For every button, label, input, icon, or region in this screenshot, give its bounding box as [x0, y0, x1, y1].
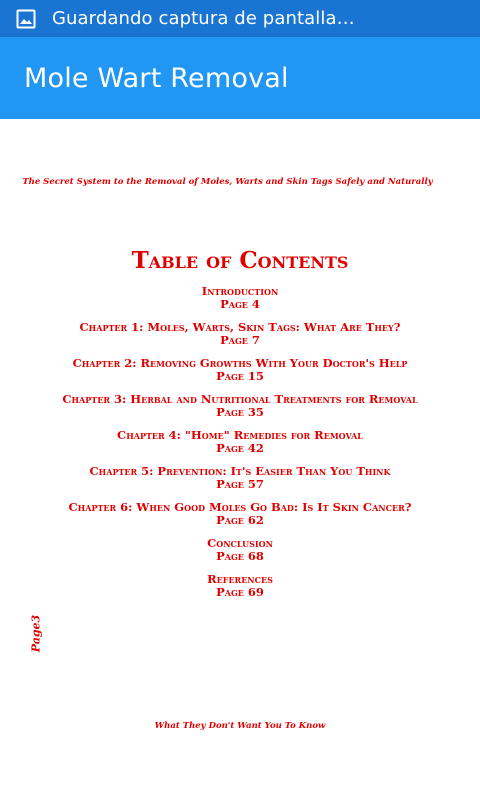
toc-chapter-title: Chapter 6: When Good Moles Go Bad: Is It Skin Cancer?	[68, 500, 412, 514]
toc-page-number: Page 62	[216, 512, 264, 527]
toc-entry	[60, 285, 420, 310]
toc-chapter-title: Chapter 5: Prevention: It's Easier Than You Think	[89, 464, 391, 478]
toc-chapter-title: Chapter 2: Removing Growths With Your Doctor's Help	[72, 356, 408, 370]
toc-list	[60, 285, 420, 609]
toc-page-number: Page 7	[220, 332, 260, 347]
toc-chapter-title: References	[207, 572, 273, 586]
toc-entry	[60, 393, 420, 418]
toc-title: Table of Contents	[131, 247, 349, 274]
toc-page-number: Page 4	[220, 296, 260, 311]
toc-page-number: Page 42	[216, 440, 264, 455]
page-number-label: Page3	[29, 614, 43, 653]
status-bar	[0, 0, 480, 37]
toc-page-number: Page 57	[216, 476, 264, 491]
toc-entry	[60, 537, 420, 562]
toc-chapter-title: Conclusion	[207, 536, 273, 550]
document-subtitle: The Secret System to the Removal of Moles, Warts and Skin Tags Safely and Naturally	[22, 177, 433, 187]
document-page[interactable]	[0, 119, 480, 800]
toc-page-number: Page 68	[216, 548, 264, 563]
status-notification-text: Guardando captura de pantalla…	[52, 8, 355, 29]
toc-entry	[60, 465, 420, 490]
toc-chapter-title: Chapter 3: Herbal and Nutritional Treatments for Removal	[62, 392, 418, 406]
image-icon	[16, 9, 36, 29]
app-title: Mole Wart Removal	[24, 62, 289, 94]
toc-page-number: Page 35	[216, 404, 264, 419]
document-footer: What They Don't Want You To Know	[154, 721, 326, 731]
toc-chapter-title: Chapter 4: "Home" Remedies for Removal	[117, 428, 363, 442]
toc-page-number: Page 15	[216, 368, 264, 383]
toc-entry	[60, 321, 420, 346]
app-bar	[0, 37, 480, 119]
toc-chapter-title: Introduction	[201, 284, 279, 298]
toc-chapter-title: Chapter 1: Moles, Warts, Skin Tags: What Are They?	[79, 320, 401, 334]
toc-entry	[60, 501, 420, 526]
toc-page-number: Page 69	[216, 584, 264, 599]
toc-entry	[60, 573, 420, 598]
toc-entry	[60, 429, 420, 454]
toc-entry	[60, 357, 420, 382]
